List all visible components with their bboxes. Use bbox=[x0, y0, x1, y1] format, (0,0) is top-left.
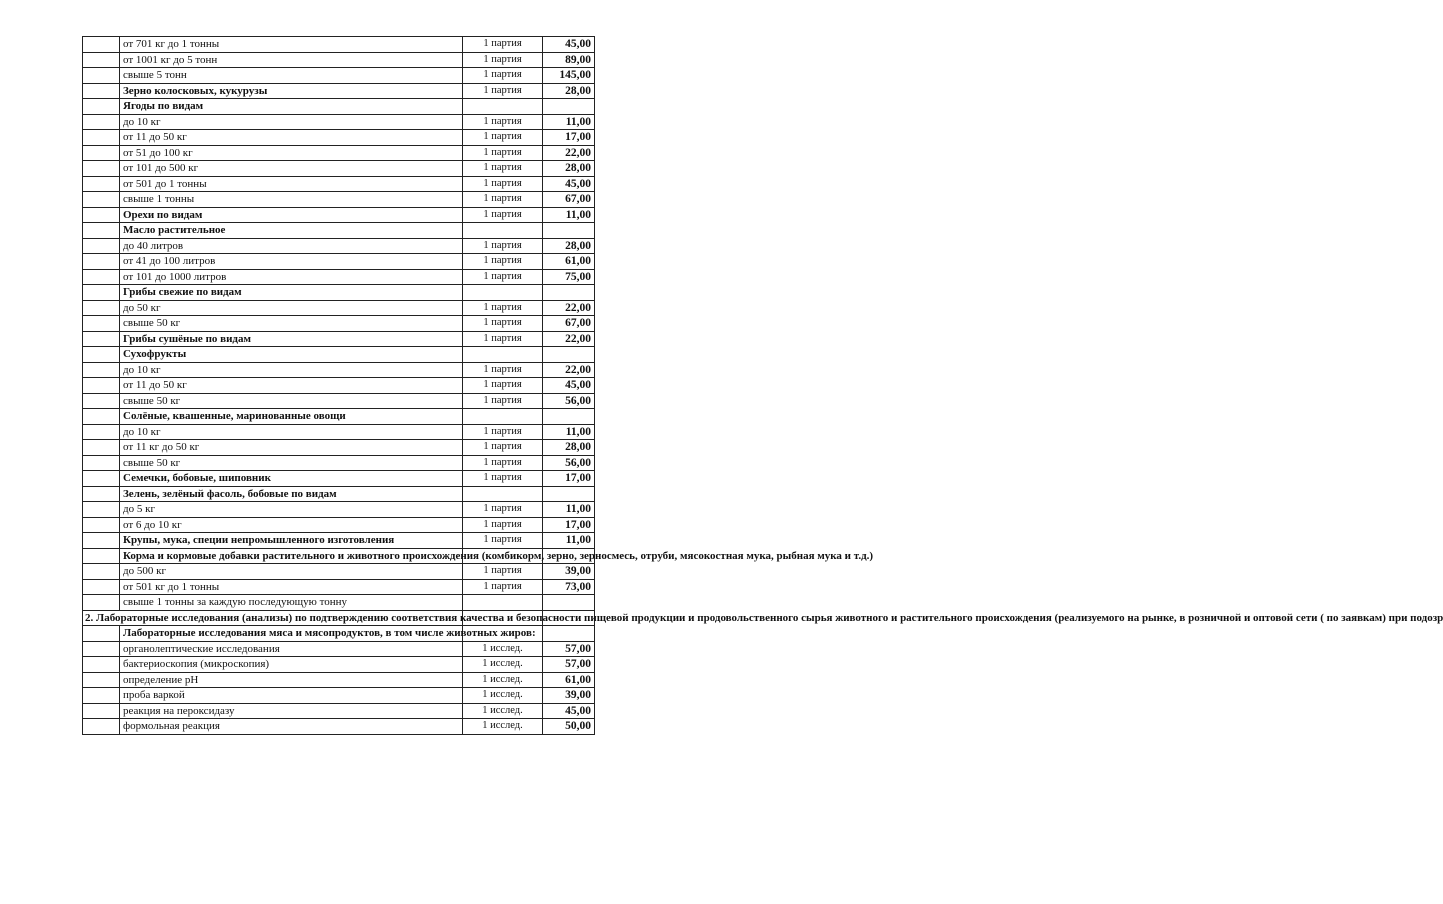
table-row bbox=[83, 316, 595, 332]
item-label: до 10 кг bbox=[120, 424, 463, 440]
table-row bbox=[83, 176, 595, 192]
table-row bbox=[83, 424, 595, 440]
item-label: определение рН bbox=[120, 672, 463, 688]
number-cell bbox=[83, 641, 120, 657]
table-row bbox=[83, 455, 595, 471]
number-cell bbox=[83, 409, 120, 425]
unit-cell: 1 партия bbox=[463, 393, 543, 409]
unit-cell bbox=[463, 99, 543, 115]
unit-cell: 1 партия bbox=[463, 114, 543, 130]
table-row bbox=[83, 502, 595, 518]
unit-cell: 1 исслед. bbox=[463, 672, 543, 688]
item-label: Солёные, квашенные, маринованные овощи bbox=[120, 409, 463, 425]
number-cell bbox=[83, 331, 120, 347]
table-row bbox=[83, 223, 595, 239]
number-cell bbox=[83, 300, 120, 316]
item-label: органолептические исследования bbox=[120, 641, 463, 657]
item-label: от 11 до 50 кг bbox=[120, 130, 463, 146]
unit-cell: 1 партия bbox=[463, 269, 543, 285]
price-cell bbox=[543, 285, 595, 301]
unit-cell: 1 партия bbox=[463, 564, 543, 580]
unit-cell bbox=[463, 223, 543, 239]
price-cell: 61,00 bbox=[543, 672, 595, 688]
unit-cell: 1 партия bbox=[463, 362, 543, 378]
item-label: от 101 до 500 кг bbox=[120, 161, 463, 177]
unit-cell: 1 партия bbox=[463, 579, 543, 595]
table-row bbox=[83, 254, 595, 270]
price-cell: 11,00 bbox=[543, 114, 595, 130]
table-row bbox=[83, 99, 595, 115]
item-label: Масло растительное bbox=[120, 223, 463, 239]
table-row bbox=[83, 331, 595, 347]
item-label: до 10 кг bbox=[120, 362, 463, 378]
price-cell bbox=[543, 409, 595, 425]
number-cell bbox=[83, 393, 120, 409]
number-cell bbox=[83, 145, 120, 161]
price-cell: 39,00 bbox=[543, 564, 595, 580]
price-cell: 28,00 bbox=[543, 440, 595, 456]
table-row bbox=[83, 641, 595, 657]
unit-cell: 1 исслед. bbox=[463, 657, 543, 673]
table-row bbox=[83, 672, 595, 688]
price-cell: 67,00 bbox=[543, 192, 595, 208]
unit-cell: 1 партия bbox=[463, 517, 543, 533]
price-table bbox=[82, 36, 1443, 735]
number-cell bbox=[83, 114, 120, 130]
unit-cell bbox=[463, 486, 543, 502]
table-row bbox=[83, 207, 595, 223]
price-cell: 28,00 bbox=[543, 161, 595, 177]
price-list-page bbox=[82, 36, 1443, 735]
table-row bbox=[83, 52, 595, 68]
item-label: свыше 50 кг bbox=[120, 455, 463, 471]
unit-cell: 1 партия bbox=[463, 145, 543, 161]
item-label: свыше 5 тонн bbox=[120, 68, 463, 84]
number-cell bbox=[83, 176, 120, 192]
price-cell: 45,00 bbox=[543, 703, 595, 719]
price-cell: 11,00 bbox=[543, 207, 595, 223]
table-row bbox=[83, 145, 595, 161]
number-cell bbox=[83, 533, 120, 549]
table-row bbox=[83, 130, 595, 146]
number-cell bbox=[83, 548, 120, 564]
item-label: Зерно колосковых, кукурузы bbox=[120, 83, 463, 99]
number-cell bbox=[83, 440, 120, 456]
table-row bbox=[83, 269, 595, 285]
number-cell bbox=[83, 672, 120, 688]
unit-cell: 1 партия bbox=[463, 37, 543, 53]
table-row bbox=[83, 657, 595, 673]
price-cell: 11,00 bbox=[543, 424, 595, 440]
number-cell bbox=[83, 52, 120, 68]
item-label: Сухофрукты bbox=[120, 347, 463, 363]
item-label: свыше 1 тонны за каждую последующую тонну bbox=[120, 595, 463, 611]
price-cell: 17,00 bbox=[543, 517, 595, 533]
item-label: Семечки, бобовые, шиповник bbox=[120, 471, 463, 487]
item-label: Корма и кормовые добавки растительного и животного происхождения (комбикорм, зерно, зерносмесь, отруби, мясокостная мука, рыбная мука и т.д.) bbox=[120, 548, 463, 564]
price-cell: 45,00 bbox=[543, 37, 595, 53]
item-label: Грибы сушёные по видам bbox=[120, 331, 463, 347]
number-cell bbox=[83, 502, 120, 518]
unit-cell: 1 партия bbox=[463, 238, 543, 254]
item-label: до 500 кг bbox=[120, 564, 463, 580]
price-cell: 61,00 bbox=[543, 254, 595, 270]
item-label: Крупы, мука, специи непромышленного изготовления bbox=[120, 533, 463, 549]
number-cell bbox=[83, 455, 120, 471]
number-cell bbox=[83, 471, 120, 487]
number-cell bbox=[83, 688, 120, 704]
number-cell bbox=[83, 517, 120, 533]
price-cell bbox=[543, 347, 595, 363]
price-cell: 50,00 bbox=[543, 719, 595, 735]
price-cell: 22,00 bbox=[543, 362, 595, 378]
unit-cell: 1 партия bbox=[463, 192, 543, 208]
price-cell: 45,00 bbox=[543, 176, 595, 192]
number-cell bbox=[83, 99, 120, 115]
item-label: от 6 до 10 кг bbox=[120, 517, 463, 533]
item-label: от 501 до 1 тонны bbox=[120, 176, 463, 192]
table-row bbox=[83, 362, 595, 378]
unit-cell: 1 партия bbox=[463, 455, 543, 471]
table-row bbox=[83, 486, 595, 502]
price-cell: 28,00 bbox=[543, 83, 595, 99]
number-cell bbox=[83, 269, 120, 285]
price-cell: 145,00 bbox=[543, 68, 595, 84]
section-heading: 2. Лабораторные исследования (анализы) по подтверждению соответствия качества и безопасности пищевой продукции и продовольственного сырья животного и растительного происхождения (реализуемого на рынке, в розничной и оптовой сети ( по заявкам) при подозр bbox=[83, 610, 463, 626]
number-cell bbox=[83, 238, 120, 254]
number-cell bbox=[83, 486, 120, 502]
item-label: от 101 до 1000 литров bbox=[120, 269, 463, 285]
item-label: Грибы свежие по видам bbox=[120, 285, 463, 301]
number-cell bbox=[83, 362, 120, 378]
table-row bbox=[83, 285, 595, 301]
unit-cell: 1 партия bbox=[463, 378, 543, 394]
price-cell: 57,00 bbox=[543, 641, 595, 657]
number-cell bbox=[83, 719, 120, 735]
price-cell bbox=[543, 486, 595, 502]
unit-cell: 1 партия bbox=[463, 533, 543, 549]
number-cell bbox=[83, 378, 120, 394]
table-row bbox=[83, 300, 595, 316]
table-row bbox=[83, 471, 595, 487]
price-cell bbox=[543, 595, 595, 611]
number-cell bbox=[83, 37, 120, 53]
item-label: от 11 до 50 кг bbox=[120, 378, 463, 394]
table-row bbox=[83, 533, 595, 549]
table-row bbox=[83, 238, 595, 254]
item-label: бактериоскопия (микроскопия) bbox=[120, 657, 463, 673]
price-cell bbox=[543, 99, 595, 115]
table-row bbox=[83, 378, 595, 394]
table-row bbox=[83, 192, 595, 208]
table-row bbox=[83, 688, 595, 704]
price-cell: 39,00 bbox=[543, 688, 595, 704]
price-table-body bbox=[83, 37, 1443, 735]
table-row bbox=[83, 114, 595, 130]
number-cell bbox=[83, 424, 120, 440]
number-cell bbox=[83, 83, 120, 99]
table-row bbox=[83, 564, 595, 580]
price-cell bbox=[543, 223, 595, 239]
unit-cell: 1 партия bbox=[463, 83, 543, 99]
price-cell: 45,00 bbox=[543, 378, 595, 394]
unit-cell bbox=[463, 409, 543, 425]
table-row bbox=[83, 37, 595, 53]
unit-cell: 1 партия bbox=[463, 161, 543, 177]
price-cell: 22,00 bbox=[543, 300, 595, 316]
number-cell bbox=[83, 130, 120, 146]
unit-cell: 1 партия bbox=[463, 471, 543, 487]
price-cell: 73,00 bbox=[543, 579, 595, 595]
unit-cell: 1 партия bbox=[463, 502, 543, 518]
price-cell: 22,00 bbox=[543, 145, 595, 161]
price-cell: 57,00 bbox=[543, 657, 595, 673]
unit-cell: 1 исслед. bbox=[463, 688, 543, 704]
table-row bbox=[83, 409, 595, 425]
number-cell bbox=[83, 657, 120, 673]
unit-cell: 1 партия bbox=[463, 176, 543, 192]
number-cell bbox=[83, 564, 120, 580]
number-cell bbox=[83, 626, 120, 642]
price-cell: 11,00 bbox=[543, 533, 595, 549]
unit-cell bbox=[463, 285, 543, 301]
item-label: Лабораторные исследования мяса и мясопродуктов, в том числе животных жиров: bbox=[120, 626, 463, 642]
unit-cell: 1 партия bbox=[463, 68, 543, 84]
unit-cell bbox=[463, 347, 543, 363]
unit-cell: 1 партия bbox=[463, 207, 543, 223]
table-row bbox=[83, 68, 595, 84]
unit-cell: 1 партия bbox=[463, 254, 543, 270]
number-cell bbox=[83, 161, 120, 177]
item-label: свыше 1 тонны bbox=[120, 192, 463, 208]
table-row bbox=[83, 548, 595, 564]
item-label: до 40 литров bbox=[120, 238, 463, 254]
item-label: свыше 50 кг bbox=[120, 316, 463, 332]
unit-cell: 1 партия bbox=[463, 424, 543, 440]
table-row bbox=[83, 703, 595, 719]
item-label: реакция на пероксидазу bbox=[120, 703, 463, 719]
price-cell: 17,00 bbox=[543, 471, 595, 487]
unit-cell: 1 партия bbox=[463, 52, 543, 68]
unit-cell: 1 партия bbox=[463, 316, 543, 332]
table-row bbox=[83, 595, 595, 611]
price-cell bbox=[543, 626, 595, 642]
item-label: Орехи по видам bbox=[120, 207, 463, 223]
item-label: от 11 кг до 50 кг bbox=[120, 440, 463, 456]
number-cell bbox=[83, 347, 120, 363]
table-row bbox=[83, 517, 595, 533]
section-heading-row bbox=[83, 610, 595, 626]
item-label: до 50 кг bbox=[120, 300, 463, 316]
price-cell: 56,00 bbox=[543, 455, 595, 471]
price-cell: 75,00 bbox=[543, 269, 595, 285]
unit-cell: 1 исслед. bbox=[463, 641, 543, 657]
number-cell bbox=[83, 254, 120, 270]
number-cell bbox=[83, 703, 120, 719]
table-row bbox=[83, 579, 595, 595]
item-label: до 5 кг bbox=[120, 502, 463, 518]
item-label: проба варкой bbox=[120, 688, 463, 704]
number-cell bbox=[83, 316, 120, 332]
number-cell bbox=[83, 223, 120, 239]
item-label: формольная реакция bbox=[120, 719, 463, 735]
item-label: свыше 50 кг bbox=[120, 393, 463, 409]
price-cell: 22,00 bbox=[543, 331, 595, 347]
table-row bbox=[83, 161, 595, 177]
item-label: Ягоды по видам bbox=[120, 99, 463, 115]
number-cell bbox=[83, 192, 120, 208]
number-cell bbox=[83, 207, 120, 223]
number-cell bbox=[83, 68, 120, 84]
unit-cell: 1 партия bbox=[463, 331, 543, 347]
price-cell: 89,00 bbox=[543, 52, 595, 68]
unit-cell: 1 партия bbox=[463, 440, 543, 456]
table-row bbox=[83, 626, 595, 642]
item-label: до 10 кг bbox=[120, 114, 463, 130]
item-label: от 701 кг до 1 тонны bbox=[120, 37, 463, 53]
table-row bbox=[83, 393, 595, 409]
price-cell: 67,00 bbox=[543, 316, 595, 332]
unit-cell: 1 исслед. bbox=[463, 703, 543, 719]
unit-cell: 1 партия bbox=[463, 130, 543, 146]
item-label: от 41 до 100 литров bbox=[120, 254, 463, 270]
number-cell bbox=[83, 579, 120, 595]
price-cell: 11,00 bbox=[543, 502, 595, 518]
price-cell: 17,00 bbox=[543, 130, 595, 146]
number-cell bbox=[83, 595, 120, 611]
item-label: от 1001 кг до 5 тонн bbox=[120, 52, 463, 68]
table-row bbox=[83, 347, 595, 363]
number-cell bbox=[83, 285, 120, 301]
item-label: Зелень, зелёный фасоль, бобовые по видам bbox=[120, 486, 463, 502]
table-row bbox=[83, 719, 595, 735]
unit-cell: 1 исслед. bbox=[463, 719, 543, 735]
price-cell: 28,00 bbox=[543, 238, 595, 254]
table-row bbox=[83, 440, 595, 456]
price-cell: 56,00 bbox=[543, 393, 595, 409]
item-label: от 51 до 100 кг bbox=[120, 145, 463, 161]
unit-cell bbox=[463, 595, 543, 611]
item-label: от 501 кг до 1 тонны bbox=[120, 579, 463, 595]
table-row bbox=[83, 83, 595, 99]
unit-cell: 1 партия bbox=[463, 300, 543, 316]
